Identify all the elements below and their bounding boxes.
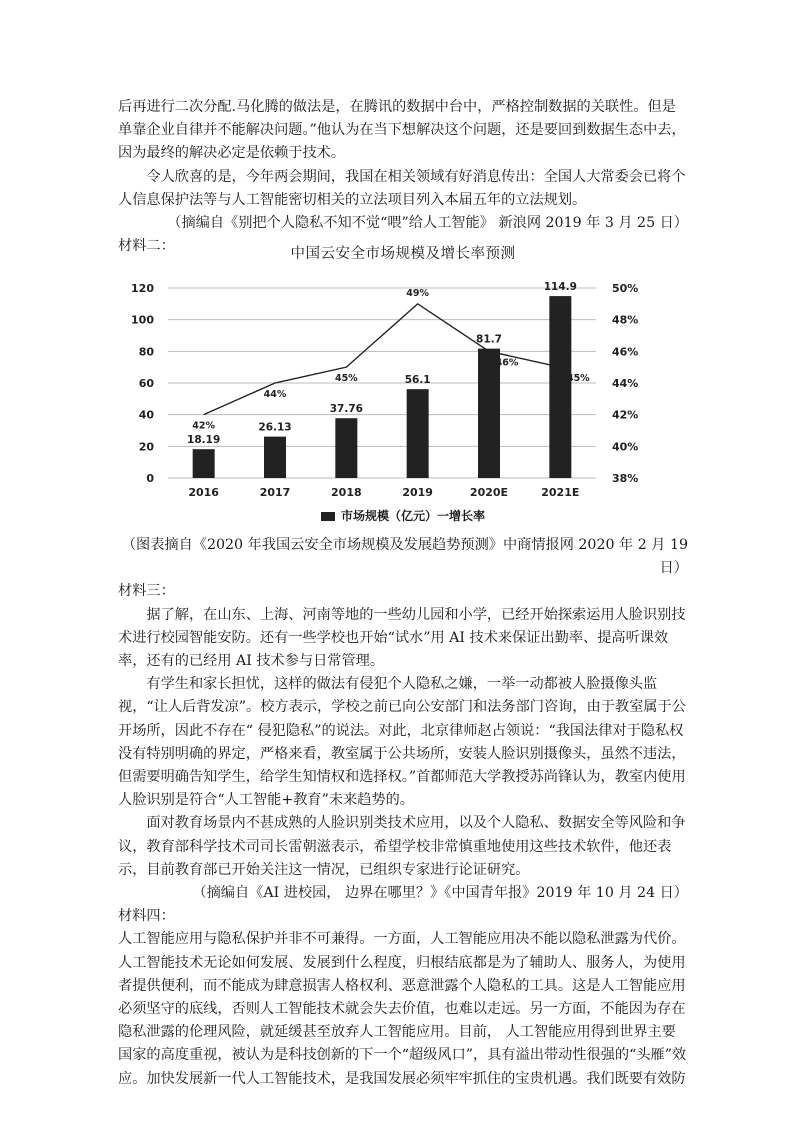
x-tick-label: 2020E [469, 486, 509, 499]
bar [407, 389, 429, 478]
x-tick-label: 2016 [188, 486, 219, 499]
line-point-label: 49% [406, 287, 430, 299]
x-tick-label: 2018 [331, 486, 362, 499]
right-tick-label: 50% [612, 282, 639, 295]
left-tick-label: 120 [131, 282, 154, 295]
paragraph-6: 人工智能应用与隐私保护并非不可兼得。一方面，人工智能应用决不能以隐私泄露为代价。人工智能技术无论如何发展、发展到什么程度，归根结底都是为了辅助人、服务人，为使用者提供便利，而不能成为肆意损害人格权利、恶意泄露个人隐私的工具。这是人工智能应用必须坚守的底线，否则人工智能技术就会失去价值，也难以走远。另一方面，不能因为存在隐私泄露的伦理风险，就延缓甚至放弃人工智能应用。目前， 人工智能应用得到世界主要国家的高度重视，被认为是科技创新的下一个“超级风口”，具有溢出带动性很强的“头雁”效应。加快发展新一代人工智能技术，是我国发展必须牢牢抓住的宝贵机遇。我们既要有效防 [118, 931, 687, 1087]
line-point-label: 45% [334, 373, 358, 385]
source-citation-2: （图表摘自《2020 年我国云安全市场规模及发展趋势预测》中商情报网 2020 年 2 月 19 日） [121, 537, 688, 577]
x-axis-labels [188, 486, 579, 499]
right-tick-label: 46% [612, 345, 639, 359]
left-tick-label: 20 [138, 440, 154, 454]
paragraph-3: 据了解，在山东、上海、河南等地的一些幼儿园和小学，已经开始探索运用人脸识别技术进行校园智能安防。还有一些学校也开始“试水”用 AI 技术来保证出勤率、提高听课效率，还有的已经用 AI 技术参与日常管理。 [118, 606, 686, 670]
line-point-label: 46% [495, 357, 519, 369]
legend-bar-swatch [321, 512, 335, 521]
left-tick-label: 40 [138, 408, 154, 422]
growth-chart [118, 268, 688, 500]
bottom-text-block [118, 534, 688, 1091]
left-tick-label: 100 [131, 313, 154, 327]
bar-value-label: 56.1 [404, 374, 431, 387]
bar-value-label: 114.9 [543, 281, 577, 294]
left-tick-label: 60 [138, 377, 154, 390]
material-4-label: 材料四： [118, 908, 175, 925]
paragraph-5: 面对教育场景内不甚成熟的人脸识别类技术应用，以及个人隐私、数据安全等风险和争议，教育部科学技术司司长雷朝滋表示，希望学校非常慎重地使用这些技术软件，他还表示，目前教育部已开始关注这一情况，已组织专家进行论证研究。 [118, 815, 686, 878]
chart-gridlines [168, 288, 596, 478]
line-point-label: 45% [566, 373, 590, 385]
bar [549, 296, 571, 478]
left-tick-label: 0 [146, 472, 154, 485]
material-2-label: 材料二： [118, 238, 175, 255]
right-axis-ticks [612, 282, 638, 485]
paragraph-4: 有学生和家长担忧，这样的做法有侵犯个人隐私之嫌，一举一动都被人脸摄像头监视，“让人后背发凉”。校方表示，学校之前已向公安部门和法务部门咨询，由于教室属于公开场所，因此不存在“ 侵犯隐私”的说法。对此，北京律师赵占领说：“我国法律对于隐私权没有特别明确的界定，严格来看，教室属于公共场所，安装人脸识别摄像头，虽然不违法，但需要明确告知学生，给学生知情权和选择权。”首都师范大学教授苏尚锋认为，教室内使用人脸识别是符合“人工智能+教育”未来趋势的。 [118, 676, 686, 809]
right-tick-label: 42% [612, 408, 639, 422]
bar-series [187, 281, 577, 478]
bar-value-label: 81.7 [476, 333, 502, 346]
bar [264, 437, 286, 478]
right-tick-label: 40% [612, 440, 639, 454]
top-text-block [118, 96, 688, 258]
chart-title: 中国云安全市场规模及增长率预测 [290, 246, 516, 262]
source-citation-3: （摘编自《AI 进校园， 边界在哪里？》《中国青年报》2019 年 10 月 24 日） [192, 885, 688, 902]
line-point-label: 44% [263, 389, 287, 400]
material-3-label: 材料三： [118, 583, 175, 600]
bar-value-label: 37.76 [329, 403, 363, 416]
paragraph-2: 令人欣喜的是，今年两会期间，我国在相关领域有好消息传出：全国人大常委会已将个人信息保护法等与人工智能密切相关的立法项目列入本届五年的立法规划。 [118, 168, 686, 208]
x-tick-label: 2021E [541, 486, 580, 499]
legend-text: 市场规模（亿元）一增长率 [340, 509, 485, 523]
right-tick-label: 44% [612, 377, 639, 390]
right-tick-label: 38% [612, 472, 639, 485]
left-axis-ticks [131, 282, 154, 485]
paragraph-1: 后再进行二次分配.马化腾的做法是，在腾讯的数据中台中，严格控制数据的关联性。但是单靠企业自律并不能解决问题。”他认为在当下想解决这个问题，还是要回到数据生态中去，因为最终的解决必定是依赖于技术。 [118, 99, 686, 162]
bar [193, 449, 215, 478]
line-series [192, 288, 590, 432]
bar-value-label: 26.13 [258, 421, 292, 434]
line-point-label: 42% [192, 420, 216, 432]
source-citation-1: （摘编自《别把个人隐私不知不觉“喂”给人工智能》 新浪网 2019 年 3 月 25 日） [167, 215, 688, 232]
left-tick-label: 80 [138, 345, 154, 359]
bar-value-label: 18.19 [187, 434, 221, 447]
chart-legend [118, 507, 688, 524]
x-tick-label: 2019 [402, 486, 433, 499]
bar [335, 418, 357, 478]
x-tick-label: 2017 [259, 486, 291, 499]
right-tick-label: 48% [612, 313, 639, 327]
